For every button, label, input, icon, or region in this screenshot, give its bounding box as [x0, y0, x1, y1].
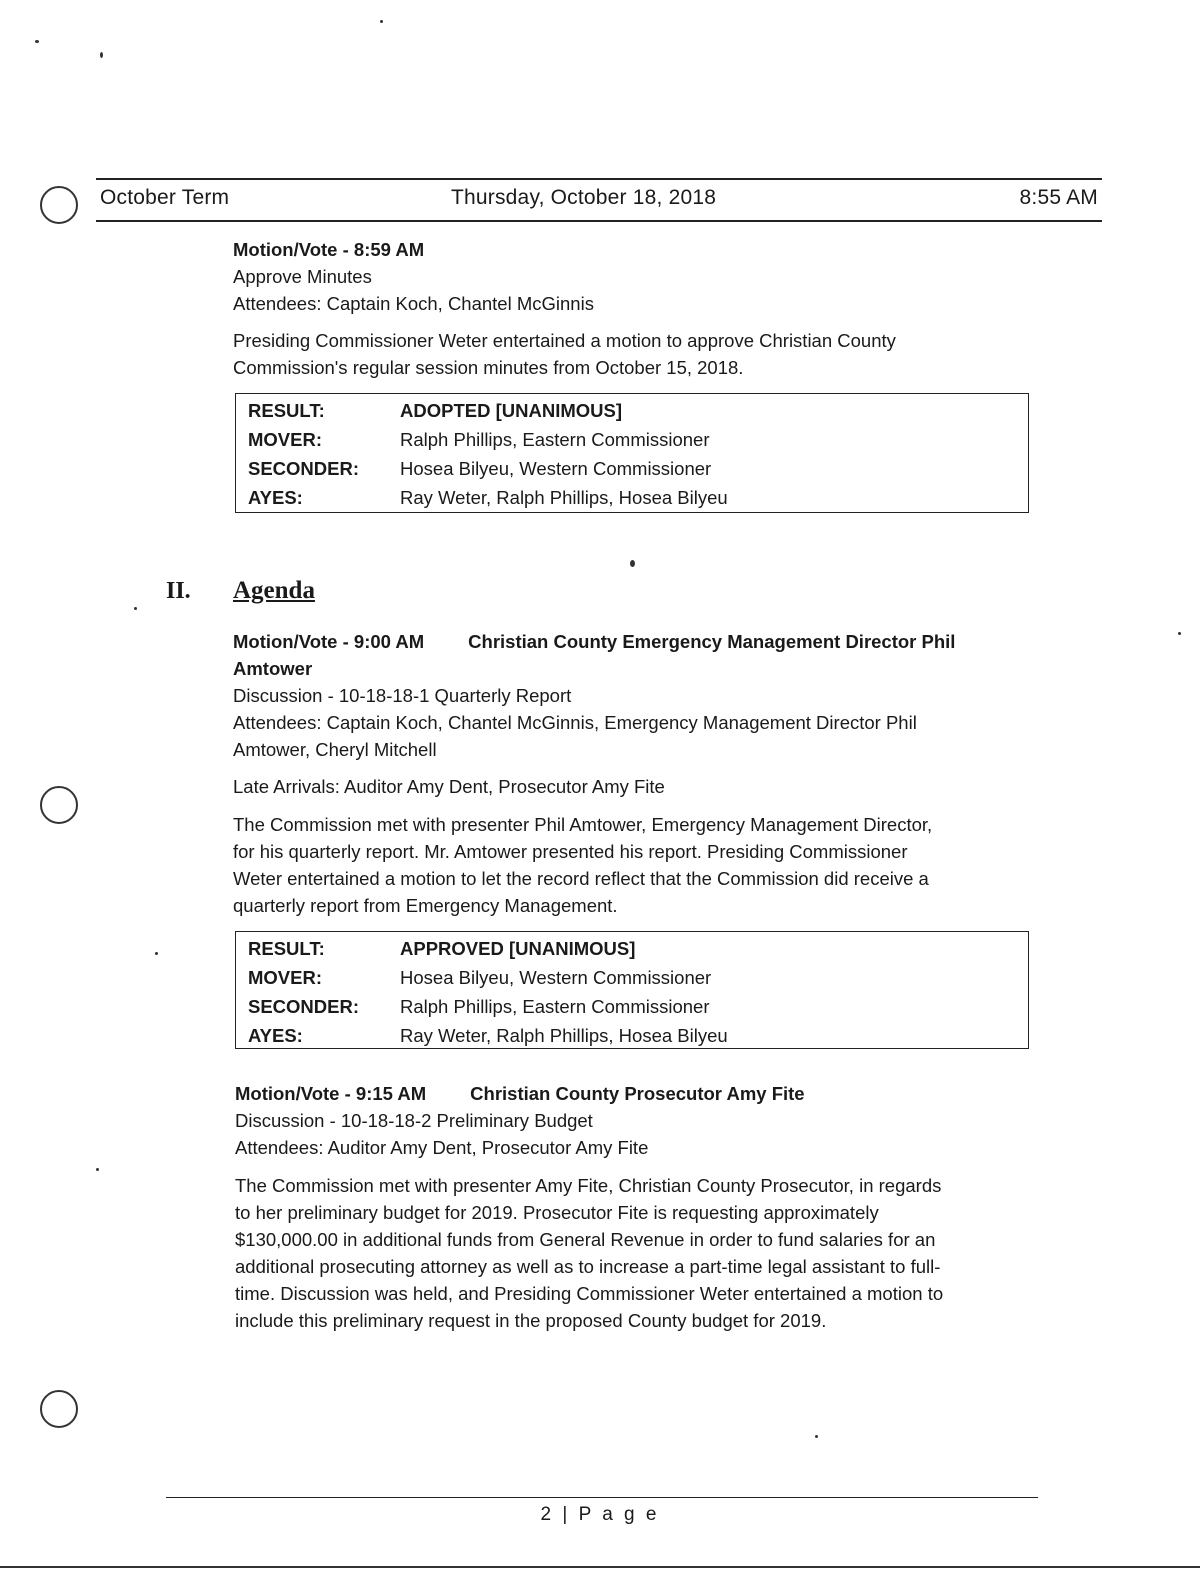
- vote-row-ayes: AYES: Ray Weter, Ralph Phillips, Hosea Bilyeu: [248, 1025, 728, 1046]
- vote-row-seconder: SECONDER: Ralph Phillips, Eastern Commissioner: [248, 996, 710, 1017]
- paragraph-line: time. Discussion was held, and Presiding Commissioner Weter entertained a motion to: [235, 1283, 944, 1304]
- scan-speck: [100, 52, 103, 58]
- attendees-line: Attendees: Auditor Amy Dent, Prosecutor Amy Fite: [235, 1137, 649, 1158]
- paragraph-line: $130,000.00 in additional funds from General Revenue in order to fund salaries for an: [235, 1229, 936, 1250]
- header-rule-top: [96, 178, 1102, 180]
- header-date: Thursday, October 18, 2018: [451, 186, 717, 209]
- punch-hole-bottom: [40, 1390, 78, 1428]
- section-number: II.: [166, 578, 191, 604]
- attendees-line: Amtower, Cheryl Mitchell: [233, 739, 437, 760]
- scan-speck: [35, 40, 39, 43]
- paragraph-line: quarterly report from Emergency Management.: [233, 895, 618, 916]
- presenter-continued: Amtower: [233, 658, 313, 679]
- agenda-item-emergency-management: [233, 628, 1033, 919]
- scan-speck: [155, 952, 158, 955]
- scan-speck: [630, 560, 635, 567]
- paragraph-line: The Commission met with presenter Phil Amtower, Emergency Management Director,: [233, 814, 933, 835]
- footer-rule: [166, 1497, 1038, 1498]
- attendees-line: Attendees: Captain Koch, Chantel McGinnis, Emergency Management Director Phil: [233, 712, 917, 733]
- motion-vote-heading: Motion/Vote - 9:00 AM Christian County Emergency Management Director Phil: [233, 631, 956, 652]
- discussion-line: Discussion - 10-18-18-2 Preliminary Budget: [235, 1110, 593, 1131]
- minutes-item: [233, 236, 1033, 381]
- agenda-item-prosecutor: [235, 1080, 1035, 1334]
- punch-hole-middle: [40, 786, 78, 824]
- attendees-line: Attendees: Captain Koch, Chantel McGinnis: [233, 293, 594, 314]
- paragraph-line: additional prosecuting attorney as well as to increase a part-time legal assistant to full-: [235, 1256, 941, 1277]
- paragraph-line: include this preliminary request in the proposed County budget for 2019.: [235, 1310, 827, 1331]
- paragraph-line: Commission's regular session minutes from October 15, 2018.: [233, 357, 744, 378]
- scan-speck: [134, 607, 137, 610]
- motion-vote-heading: Motion/Vote - 8:59 AM: [233, 239, 425, 260]
- page-number: 2 | P a g e: [540, 1504, 660, 1525]
- paragraph-line: Presiding Commissioner Weter entertained a motion to approve Christian County: [233, 330, 896, 351]
- presenter: Christian County Prosecutor Amy Fite: [470, 1083, 805, 1104]
- scan-speck: [380, 20, 383, 23]
- item-subject: Approve Minutes: [233, 266, 372, 287]
- paragraph-line: The Commission met with presenter Amy Fite, Christian County Prosecutor, in regards: [235, 1175, 942, 1196]
- scan-speck: [815, 1435, 818, 1438]
- scan-speck: [1178, 632, 1181, 635]
- header-rule-bottom: [96, 220, 1102, 222]
- vote-row-result: RESULT: ADOPTED [UNANIMOUS]: [248, 400, 622, 421]
- vote-row-mover: MOVER: Hosea Bilyeu, Western Commissioner: [248, 967, 712, 988]
- section-title: Agenda: [233, 577, 315, 604]
- scan-speck: [96, 1168, 99, 1171]
- header-term: October Term: [100, 186, 230, 209]
- vote-row-mover: MOVER: Ralph Phillips, Eastern Commissioner: [248, 429, 710, 450]
- vote-result-table: [235, 393, 1029, 513]
- presenter: Christian County Emergency Management Director Phil: [468, 631, 956, 652]
- paragraph-line: Weter entertained a motion to let the record reflect that the Commission did receive a: [233, 868, 929, 889]
- late-arrivals-line: Late Arrivals: Auditor Amy Dent, Prosecutor Amy Fite: [233, 776, 665, 797]
- motion-vote-heading: Motion/Vote - 9:15 AM Christian County Prosecutor Amy Fite: [235, 1083, 805, 1104]
- header-time: 8:55 AM: [1019, 186, 1098, 209]
- vote-row-seconder: SECONDER: Hosea Bilyeu, Western Commissioner: [248, 458, 712, 479]
- paragraph-line: for his quarterly report. Mr. Amtower presented his report. Presiding Commissioner: [233, 841, 908, 862]
- discussion-line: Discussion - 10-18-18-1 Quarterly Report: [233, 685, 572, 706]
- scan-edge-line: [0, 1566, 1200, 1568]
- vote-result-table: [235, 931, 1029, 1049]
- punch-hole-top: [40, 186, 78, 224]
- paragraph-line: to her preliminary budget for 2019. Prosecutor Fite is requesting approximately: [235, 1202, 879, 1223]
- vote-row-result: RESULT: APPROVED [UNANIMOUS]: [248, 938, 636, 959]
- vote-row-ayes: AYES: Ray Weter, Ralph Phillips, Hosea Bilyeu: [248, 487, 728, 508]
